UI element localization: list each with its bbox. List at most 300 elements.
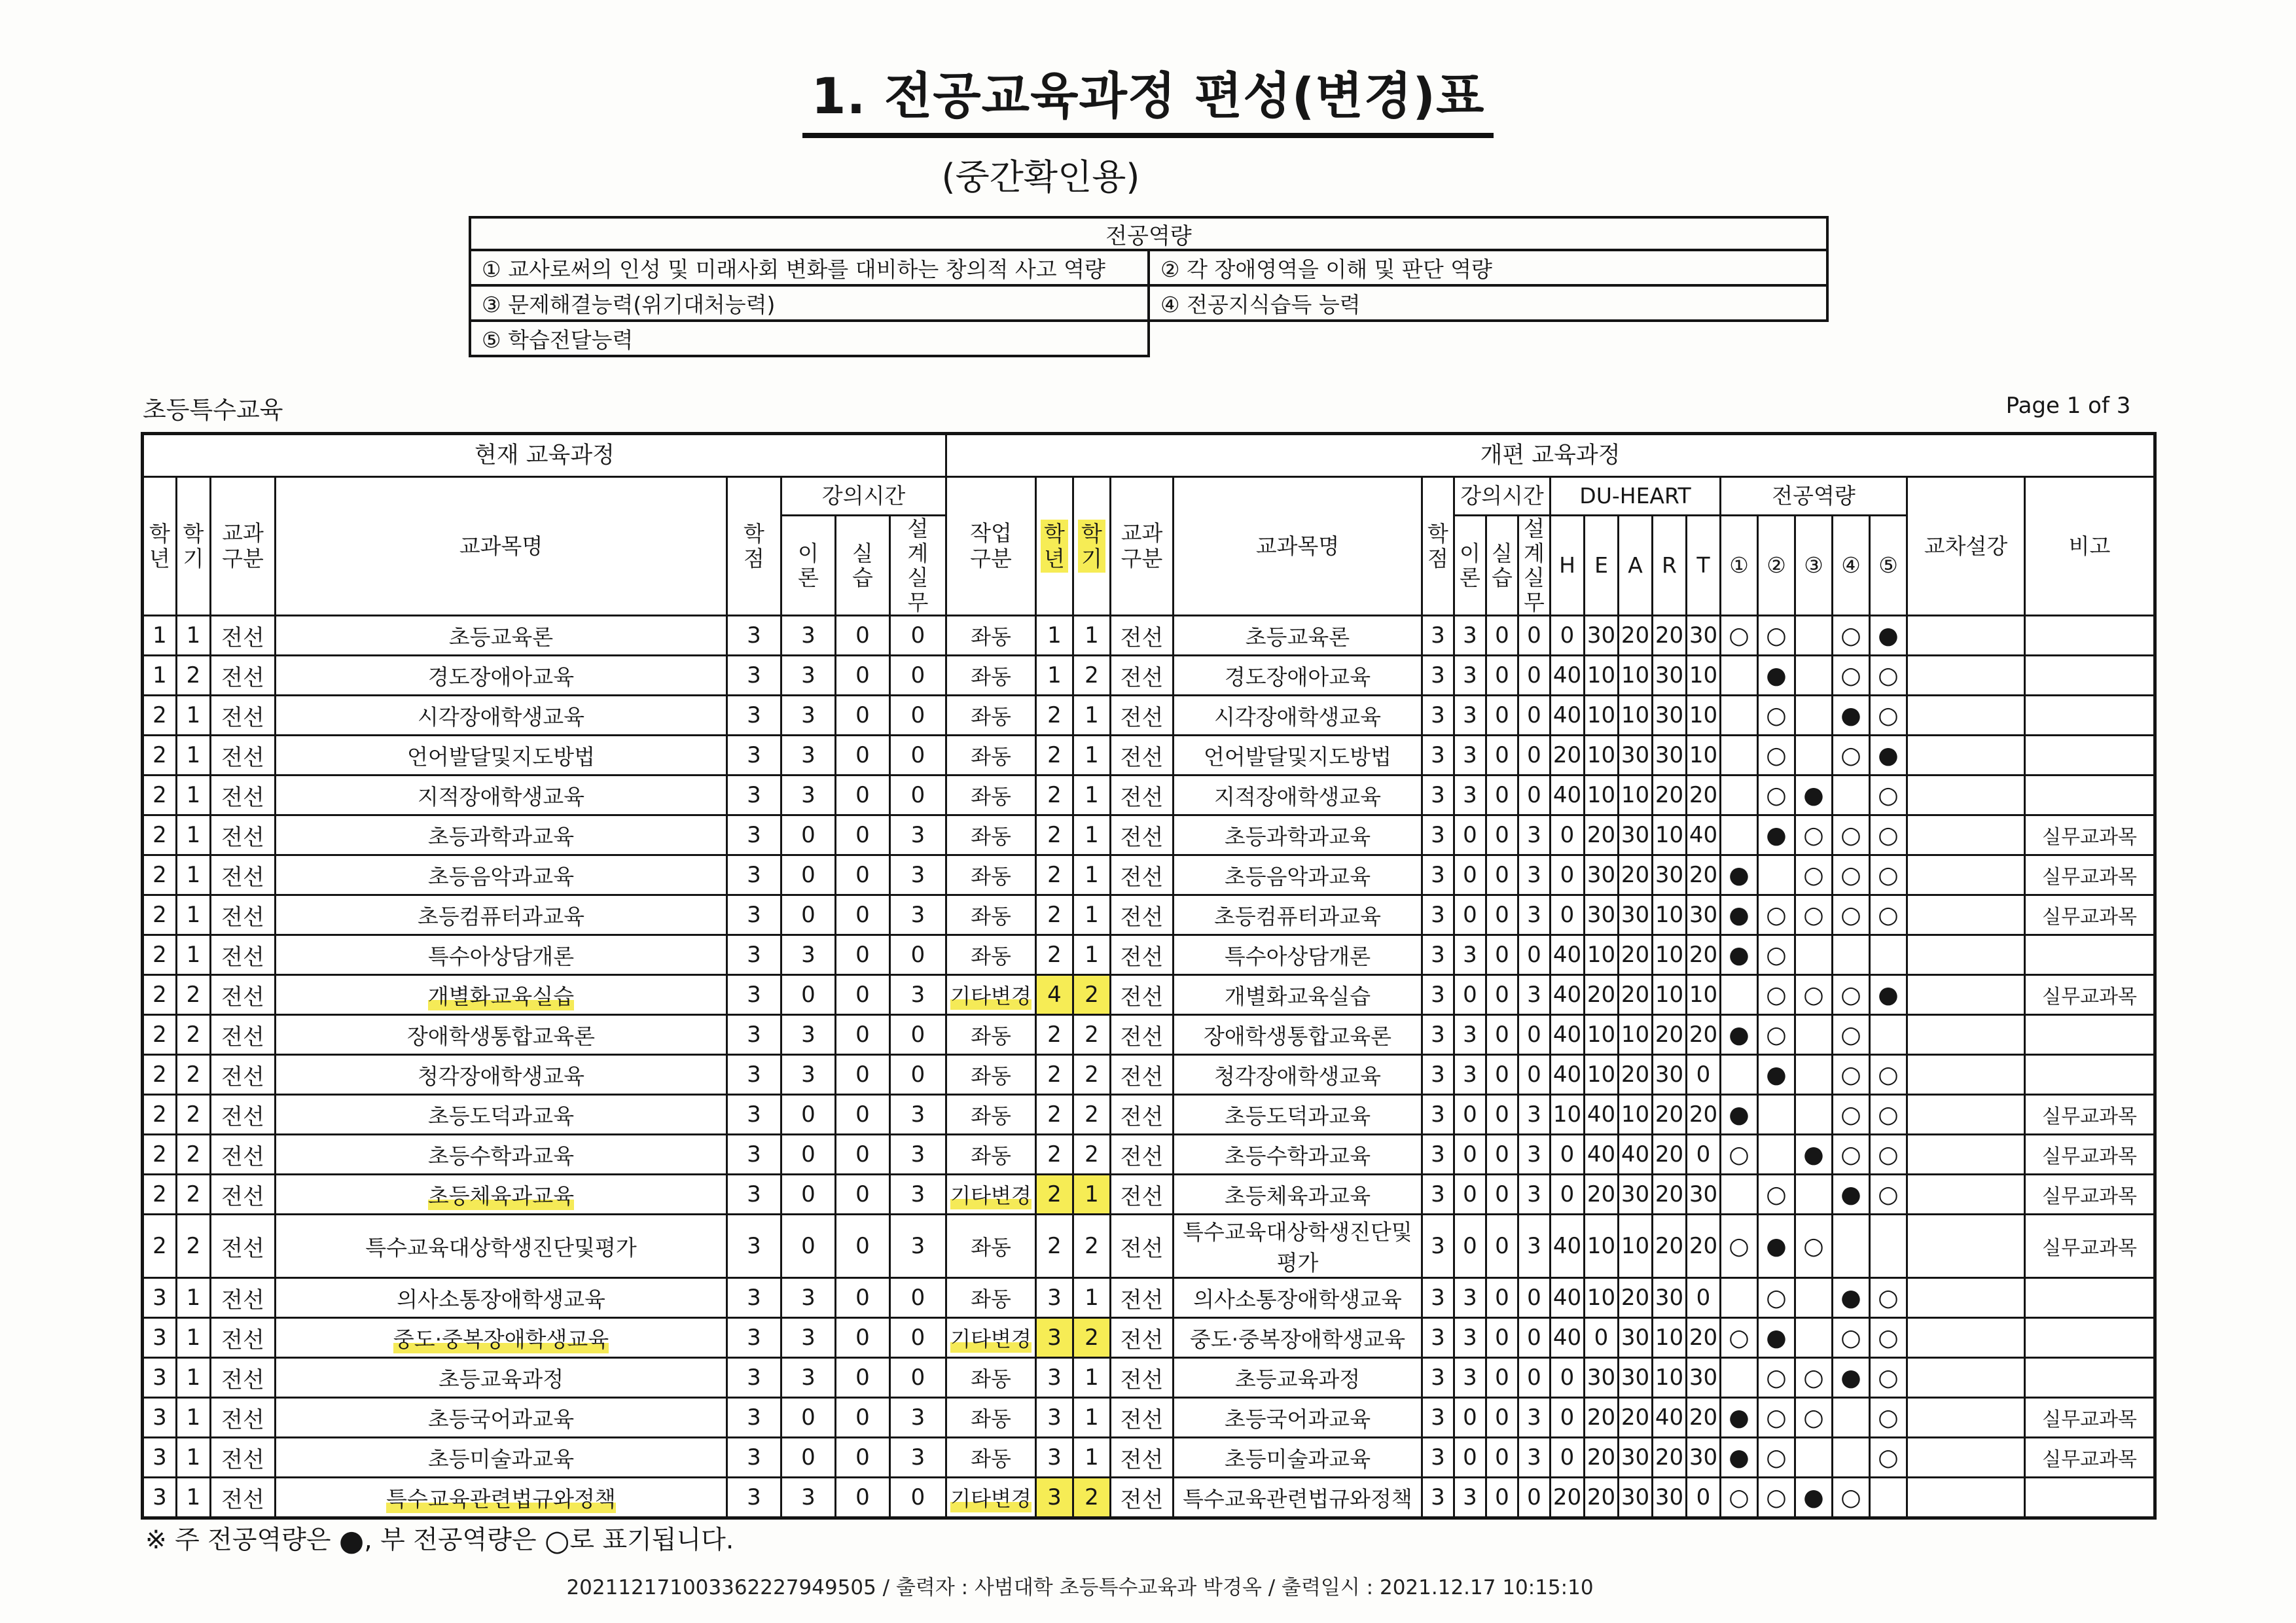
current-course-type-cell: 전선 bbox=[211, 1398, 276, 1438]
current-year-cell: 1 bbox=[143, 656, 177, 696]
current-credits-cell: 3 bbox=[727, 935, 781, 975]
col-header-design-practice bbox=[890, 516, 946, 616]
current-course-type-cell: 전선 bbox=[211, 736, 276, 776]
course-row bbox=[143, 1175, 2155, 1215]
work-type-text: 좌동 bbox=[971, 624, 1011, 650]
revised-semester-cell: 1 bbox=[1073, 1438, 1111, 1478]
revised-semester-cell: 1 bbox=[1073, 935, 1111, 975]
revised-course-name-text: 초등국어과교육 bbox=[1224, 1406, 1371, 1432]
competency-4-mark-cell: ○ bbox=[1833, 1135, 1870, 1175]
current-course-type-cell: 전선 bbox=[211, 616, 276, 656]
competency-4-mark-cell: ● bbox=[1833, 696, 1870, 736]
work-type-cell bbox=[946, 855, 1036, 895]
current-practice-hours-cell: 0 bbox=[836, 1318, 890, 1358]
revised-practice-hours-cell: 0 bbox=[1486, 1358, 1518, 1398]
course-row bbox=[143, 1438, 2155, 1478]
current-theory-hours-cell: 3 bbox=[781, 935, 836, 975]
current-year-cell: 3 bbox=[143, 1278, 177, 1318]
competency-1-mark-cell bbox=[1721, 1278, 1758, 1318]
current-credits-cell: 3 bbox=[727, 1318, 781, 1358]
col-header-label: 실습 bbox=[1492, 540, 1513, 591]
current-theory-hours-cell: 3 bbox=[781, 1015, 836, 1055]
du-heart-h-cell: 40 bbox=[1551, 935, 1585, 975]
revised-course-type-cell: 전선 bbox=[1111, 975, 1174, 1015]
revised-credits-cell: 3 bbox=[1422, 1135, 1454, 1175]
revised-design-hours-cell: 3 bbox=[1518, 1438, 1551, 1478]
revised-semester-cell: 1 bbox=[1073, 736, 1111, 776]
current-practice-hours-cell: 0 bbox=[836, 975, 890, 1015]
revised-year-cell: 2 bbox=[1036, 1095, 1073, 1135]
competency-item-4: ④ 전공지식습득 능력 bbox=[1147, 284, 1829, 322]
revised-design-hours-cell: 3 bbox=[1518, 895, 1551, 935]
revised-year-cell: 1 bbox=[1036, 616, 1073, 656]
competency-5-mark-cell: ○ bbox=[1870, 815, 1907, 855]
competency-1-mark-cell bbox=[1721, 736, 1758, 776]
revised-course-name-text: 지적장애학생교육 bbox=[1213, 783, 1382, 810]
revised-course-name-text: 초등체육과교육 bbox=[1224, 1183, 1371, 1209]
competency-1-mark-cell: ● bbox=[1721, 1398, 1758, 1438]
revised-practice-hours-cell: 0 bbox=[1486, 815, 1518, 855]
current-course-name-text: 경도장애아교육 bbox=[427, 664, 575, 690]
cross-listing-cell bbox=[1907, 1215, 2025, 1278]
du-heart-t-cell: 10 bbox=[1687, 736, 1721, 776]
current-theory-hours-cell: 3 bbox=[781, 1318, 836, 1358]
du-heart-e-cell: 30 bbox=[1585, 855, 1619, 895]
du-heart-e-cell: 10 bbox=[1585, 935, 1619, 975]
revised-semester-cell: 2 bbox=[1073, 1015, 1111, 1055]
du-heart-t-cell: 30 bbox=[1687, 1175, 1721, 1215]
current-course-name-cell bbox=[276, 1318, 727, 1358]
revised-course-name-cell bbox=[1174, 1135, 1422, 1175]
work-type-cell bbox=[946, 1478, 1036, 1518]
cross-listing-cell bbox=[1907, 1438, 2025, 1478]
note-cell: 실무교과목 bbox=[2025, 815, 2155, 855]
competency-3-mark-cell: ● bbox=[1795, 1478, 1833, 1518]
revised-practice-hours-cell: 0 bbox=[1486, 895, 1518, 935]
current-design-hours-cell: 3 bbox=[890, 975, 946, 1015]
competency-5-mark-cell bbox=[1870, 935, 1907, 975]
competency-3-mark-cell bbox=[1795, 656, 1833, 696]
current-course-name-text: 초등미술과교육 bbox=[427, 1446, 575, 1472]
revised-course-type-cell: 전선 bbox=[1111, 736, 1174, 776]
competency-row bbox=[469, 319, 1829, 357]
course-row bbox=[143, 1278, 2155, 1318]
current-semester-cell: 1 bbox=[177, 776, 211, 815]
col-header-H: H bbox=[1551, 516, 1585, 616]
work-type-text: 좌동 bbox=[971, 1446, 1011, 1472]
current-course-type-cell: 전선 bbox=[211, 1438, 276, 1478]
legend-text: 로 표기됩니다. bbox=[569, 1525, 734, 1555]
du-heart-t-cell: 0 bbox=[1687, 1135, 1721, 1175]
current-design-hours-cell: 0 bbox=[890, 1478, 946, 1518]
competency-3-mark-cell bbox=[1795, 736, 1833, 776]
current-course-name-text: 초등과학과교육 bbox=[427, 823, 575, 849]
revised-course-name-text: 초등교육과정 bbox=[1234, 1366, 1361, 1392]
current-credits-cell: 3 bbox=[727, 1055, 781, 1095]
current-practice-hours-cell: 0 bbox=[836, 1358, 890, 1398]
note-cell: 실무교과목 bbox=[2025, 855, 2155, 895]
work-type-cell bbox=[946, 1278, 1036, 1318]
legend-text: ※ 주 전공역량은 bbox=[145, 1525, 339, 1555]
revised-practice-hours-cell: 0 bbox=[1486, 1438, 1518, 1478]
revised-design-hours-cell: 3 bbox=[1518, 1215, 1551, 1278]
course-row bbox=[143, 1015, 2155, 1055]
work-type-text: 좌동 bbox=[971, 864, 1011, 889]
revised-theory-hours-cell: 3 bbox=[1454, 1478, 1486, 1518]
competency-5-mark-cell: ○ bbox=[1870, 1278, 1907, 1318]
revised-course-type-cell: 전선 bbox=[1111, 855, 1174, 895]
work-type-text: 좌동 bbox=[971, 1063, 1011, 1089]
competency-2-mark-cell: ○ bbox=[1758, 1175, 1795, 1215]
du-heart-t-cell: 20 bbox=[1687, 1398, 1721, 1438]
revised-course-name-text: 특수교육대상학생진단및평가 bbox=[1183, 1219, 1412, 1276]
revised-course-type-cell: 전선 bbox=[1111, 696, 1174, 736]
revised-course-type-cell: 전선 bbox=[1111, 1358, 1174, 1398]
revised-course-name-cell bbox=[1174, 736, 1422, 776]
col-header-competency-4: ④ bbox=[1833, 516, 1870, 616]
du-heart-a-cell: 20 bbox=[1619, 1398, 1653, 1438]
revised-practice-hours-cell: 0 bbox=[1486, 736, 1518, 776]
revised-course-name-cell bbox=[1174, 855, 1422, 895]
revised-theory-hours-cell: 0 bbox=[1454, 1215, 1486, 1278]
competency-item-3: ③ 문제해결능력(위기대처능력) bbox=[469, 284, 1150, 322]
competency-5-mark-cell: ○ bbox=[1870, 1095, 1907, 1135]
revised-year-cell: 3 bbox=[1036, 1278, 1073, 1318]
competency-2-mark-cell: ○ bbox=[1758, 1398, 1795, 1438]
revised-semester-cell: 2 bbox=[1073, 975, 1111, 1015]
current-course-type-cell: 전선 bbox=[211, 1278, 276, 1318]
revised-course-name-text: 경도장애아교육 bbox=[1224, 664, 1371, 690]
du-heart-r-cell: 10 bbox=[1653, 935, 1687, 975]
current-semester-cell: 2 bbox=[177, 1175, 211, 1215]
competency-1-mark-cell bbox=[1721, 1055, 1758, 1095]
current-semester-cell: 1 bbox=[177, 616, 211, 656]
course-row bbox=[143, 1358, 2155, 1398]
work-type-cell bbox=[946, 696, 1036, 736]
current-design-hours-cell: 0 bbox=[890, 1318, 946, 1358]
col-header-revised-course-type bbox=[1111, 477, 1174, 616]
revised-credits-cell: 3 bbox=[1422, 935, 1454, 975]
current-course-name-text: 초등도덕과교육 bbox=[427, 1103, 575, 1129]
cross-listing-cell bbox=[1907, 1358, 2025, 1398]
current-course-name-cell bbox=[276, 935, 727, 975]
current-course-name-cell bbox=[276, 656, 727, 696]
revised-practice-hours-cell: 0 bbox=[1486, 776, 1518, 815]
du-heart-r-cell: 20 bbox=[1653, 1215, 1687, 1278]
du-heart-r-cell: 10 bbox=[1653, 815, 1687, 855]
revised-course-name-text: 의사소통장애학생교육 bbox=[1193, 1286, 1402, 1312]
current-course-name-cell bbox=[276, 616, 727, 656]
competency-4-mark-cell bbox=[1833, 1398, 1870, 1438]
competency-2-mark-cell: ○ bbox=[1758, 616, 1795, 656]
cross-listing-cell bbox=[1907, 935, 2025, 975]
current-course-type-cell: 전선 bbox=[211, 1015, 276, 1055]
du-heart-e-cell: 20 bbox=[1585, 1438, 1619, 1478]
col-header-theory bbox=[1454, 516, 1486, 616]
du-heart-r-cell: 30 bbox=[1653, 736, 1687, 776]
revised-course-name-text: 초등미술과교육 bbox=[1224, 1446, 1371, 1472]
course-row bbox=[143, 696, 2155, 736]
competency-2-mark-cell: ○ bbox=[1758, 1278, 1795, 1318]
note-cell: 실무교과목 bbox=[2025, 1135, 2155, 1175]
current-practice-hours-cell: 0 bbox=[836, 815, 890, 855]
du-heart-t-cell: 30 bbox=[1687, 1358, 1721, 1398]
current-course-name-text: 청각장애학생교육 bbox=[417, 1063, 585, 1089]
col-header-label: 설계실무 bbox=[1524, 516, 1545, 615]
revised-practice-hours-cell: 0 bbox=[1486, 1095, 1518, 1135]
current-practice-hours-cell: 0 bbox=[836, 1095, 890, 1135]
revised-practice-hours-cell: 0 bbox=[1486, 1215, 1518, 1278]
revised-credits-cell: 3 bbox=[1422, 1215, 1454, 1278]
revised-course-name-text: 초등컴퓨터과교육 bbox=[1213, 903, 1382, 929]
work-type-text: 기타변경 bbox=[950, 1183, 1031, 1211]
revised-semester-cell: 2 bbox=[1073, 656, 1111, 696]
revised-course-name-cell bbox=[1174, 1055, 1422, 1095]
revised-course-type-cell: 전선 bbox=[1111, 1278, 1174, 1318]
revised-design-hours-cell: 3 bbox=[1518, 815, 1551, 855]
du-heart-r-cell: 20 bbox=[1653, 1438, 1687, 1478]
revised-credits-cell: 3 bbox=[1422, 1438, 1454, 1478]
revised-practice-hours-cell: 0 bbox=[1486, 935, 1518, 975]
current-credits-cell: 3 bbox=[727, 656, 781, 696]
du-heart-h-cell: 0 bbox=[1551, 1135, 1585, 1175]
note-cell: 실무교과목 bbox=[2025, 1215, 2155, 1278]
work-type-cell bbox=[946, 1318, 1036, 1358]
revised-year-cell: 2 bbox=[1036, 855, 1073, 895]
revised-theory-hours-cell: 3 bbox=[1454, 656, 1486, 696]
current-design-hours-cell: 3 bbox=[890, 1135, 946, 1175]
competency-5-mark-cell: ○ bbox=[1870, 1135, 1907, 1175]
du-heart-e-cell: 20 bbox=[1585, 1398, 1619, 1438]
current-design-hours-cell: 0 bbox=[890, 1055, 946, 1095]
revised-design-hours-cell: 3 bbox=[1518, 1175, 1551, 1215]
competency-2-mark-cell: ○ bbox=[1758, 895, 1795, 935]
work-type-text: 좌동 bbox=[971, 1287, 1011, 1312]
current-course-type-cell: 전선 bbox=[211, 975, 276, 1015]
current-credits-cell: 3 bbox=[727, 736, 781, 776]
current-semester-cell: 2 bbox=[177, 1215, 211, 1278]
revised-course-name-cell bbox=[1174, 815, 1422, 855]
course-row bbox=[143, 736, 2155, 776]
col-header-current-semester bbox=[177, 477, 211, 616]
revised-course-name-text: 초등도덕과교육 bbox=[1224, 1103, 1371, 1129]
col-header-competency-5: ⑤ bbox=[1870, 516, 1907, 616]
course-row bbox=[143, 975, 2155, 1015]
competency-1-mark-cell bbox=[1721, 776, 1758, 815]
competency-item-1: ① 교사로써의 인성 및 미래사회 변화를 대비하는 창의적 사고 역량 bbox=[469, 249, 1150, 287]
competency-1-mark-cell bbox=[1721, 975, 1758, 1015]
revised-year-cell: 1 bbox=[1036, 656, 1073, 696]
revised-credits-cell: 3 bbox=[1422, 1175, 1454, 1215]
note-cell: 실무교과목 bbox=[2025, 1398, 2155, 1438]
col-header-label: 이론 bbox=[798, 540, 819, 591]
revised-semester-cell: 1 bbox=[1073, 616, 1111, 656]
col-header-revised-semester bbox=[1073, 477, 1111, 616]
current-credits-cell: 3 bbox=[727, 895, 781, 935]
cross-listing-cell bbox=[1907, 656, 2025, 696]
revised-course-name-text: 초등음악과교육 bbox=[1224, 863, 1371, 889]
current-semester-cell: 1 bbox=[177, 1398, 211, 1438]
revised-design-hours-cell: 3 bbox=[1518, 1135, 1551, 1175]
work-type-text: 좌동 bbox=[971, 824, 1011, 849]
revised-course-type-cell: 전선 bbox=[1111, 616, 1174, 656]
du-heart-t-cell: 20 bbox=[1687, 1015, 1721, 1055]
competency-4-mark-cell: ● bbox=[1833, 1358, 1870, 1398]
competency-1-mark-cell bbox=[1721, 1175, 1758, 1215]
revised-practice-hours-cell: 0 bbox=[1486, 855, 1518, 895]
du-heart-e-cell: 10 bbox=[1585, 696, 1619, 736]
current-semester-cell: 1 bbox=[177, 815, 211, 855]
note-cell: 실무교과목 bbox=[2025, 1175, 2155, 1215]
competency-5-mark-cell: ● bbox=[1870, 616, 1907, 656]
current-course-type-cell: 전선 bbox=[211, 776, 276, 815]
current-year-cell: 2 bbox=[143, 696, 177, 736]
current-design-hours-cell: 3 bbox=[890, 1438, 946, 1478]
current-credits-cell: 3 bbox=[727, 1095, 781, 1135]
legend-note bbox=[145, 1520, 734, 1558]
du-heart-e-cell: 20 bbox=[1585, 815, 1619, 855]
revised-course-name-text: 개별화교육실습 bbox=[1224, 983, 1371, 1009]
competency-5-mark-cell: ○ bbox=[1870, 895, 1907, 935]
current-course-name-cell bbox=[276, 776, 727, 815]
work-type-text: 기타변경 bbox=[950, 984, 1031, 1011]
competency-4-mark-cell: ○ bbox=[1833, 1478, 1870, 1518]
col-header-revised-year bbox=[1036, 477, 1073, 616]
revised-design-hours-cell: 0 bbox=[1518, 1278, 1551, 1318]
revised-semester-cell: 1 bbox=[1073, 1398, 1111, 1438]
current-course-type-cell: 전선 bbox=[211, 656, 276, 696]
current-practice-hours-cell: 0 bbox=[836, 616, 890, 656]
revised-theory-hours-cell: 0 bbox=[1454, 855, 1486, 895]
current-practice-hours-cell: 0 bbox=[836, 656, 890, 696]
work-type-cell bbox=[946, 815, 1036, 855]
work-type-text: 좌동 bbox=[971, 664, 1011, 690]
current-credits-cell: 3 bbox=[727, 776, 781, 815]
col-header-practice bbox=[1486, 516, 1518, 616]
revised-theory-hours-cell: 3 bbox=[1454, 1055, 1486, 1095]
revised-theory-hours-cell: 0 bbox=[1454, 1095, 1486, 1135]
competency-row bbox=[469, 249, 1829, 287]
du-heart-a-cell: 30 bbox=[1619, 815, 1653, 855]
course-row bbox=[143, 1478, 2155, 1518]
current-course-name-cell bbox=[276, 1215, 727, 1278]
du-heart-h-cell: 40 bbox=[1551, 975, 1585, 1015]
du-heart-a-cell: 10 bbox=[1619, 696, 1653, 736]
current-course-name-text: 중도·중복장애학생교육 bbox=[393, 1327, 609, 1355]
col-header-R: R bbox=[1653, 516, 1687, 616]
revised-design-hours-cell: 0 bbox=[1518, 1055, 1551, 1095]
cross-listing-cell bbox=[1907, 616, 2025, 656]
du-heart-e-cell: 10 bbox=[1585, 656, 1619, 696]
work-type-text: 좌동 bbox=[971, 1366, 1011, 1392]
current-design-hours-cell: 3 bbox=[890, 1215, 946, 1278]
competency-5-mark-cell: ○ bbox=[1870, 1318, 1907, 1358]
du-heart-e-cell: 30 bbox=[1585, 895, 1619, 935]
du-heart-r-cell: 30 bbox=[1653, 696, 1687, 736]
competency-1-mark-cell: ● bbox=[1721, 1095, 1758, 1135]
current-course-type-cell: 전선 bbox=[211, 696, 276, 736]
revised-theory-hours-cell: 3 bbox=[1454, 1278, 1486, 1318]
du-heart-r-cell: 10 bbox=[1653, 1358, 1687, 1398]
revised-year-cell: 2 bbox=[1036, 1135, 1073, 1175]
current-course-name-cell bbox=[276, 696, 727, 736]
competency-3-mark-cell bbox=[1795, 1055, 1833, 1095]
competency-3-mark-cell: ● bbox=[1795, 776, 1833, 815]
current-course-type-cell: 전선 bbox=[211, 1175, 276, 1215]
current-design-hours-cell: 0 bbox=[890, 935, 946, 975]
revised-course-type-cell: 전선 bbox=[1111, 935, 1174, 975]
revised-year-cell: 2 bbox=[1036, 1055, 1073, 1095]
revised-course-type-cell: 전선 bbox=[1111, 1215, 1174, 1278]
du-heart-r-cell: 30 bbox=[1653, 855, 1687, 895]
du-heart-h-cell: 0 bbox=[1551, 855, 1585, 895]
du-heart-h-cell: 20 bbox=[1551, 1478, 1585, 1518]
course-row bbox=[143, 815, 2155, 855]
col-header-label: 학기 bbox=[183, 521, 204, 571]
competency-4-mark-cell: ○ bbox=[1833, 895, 1870, 935]
current-course-type-cell: 전선 bbox=[211, 1055, 276, 1095]
revised-course-type-cell: 전선 bbox=[1111, 1015, 1174, 1055]
competency-2-mark-cell bbox=[1758, 1095, 1795, 1135]
competency-3-mark-cell: ○ bbox=[1795, 815, 1833, 855]
competency-2-mark-cell: ○ bbox=[1758, 776, 1795, 815]
competency-2-mark-cell: ○ bbox=[1758, 696, 1795, 736]
du-heart-r-cell: 20 bbox=[1653, 616, 1687, 656]
current-theory-hours-cell: 0 bbox=[781, 975, 836, 1015]
du-heart-t-cell: 30 bbox=[1687, 895, 1721, 935]
current-semester-cell: 1 bbox=[177, 1278, 211, 1318]
revised-year-cell: 2 bbox=[1036, 1015, 1073, 1055]
note-cell bbox=[2025, 1278, 2155, 1318]
note-cell: 실무교과목 bbox=[2025, 895, 2155, 935]
current-practice-hours-cell: 0 bbox=[836, 935, 890, 975]
competency-4-mark-cell: ○ bbox=[1833, 656, 1870, 696]
col-header-label: 학점 bbox=[1427, 521, 1448, 571]
competency-2-mark-cell: ● bbox=[1758, 1318, 1795, 1358]
current-course-name-cell bbox=[276, 1015, 727, 1055]
competency-1-mark-cell: ○ bbox=[1721, 1318, 1758, 1358]
current-course-name-cell bbox=[276, 815, 727, 855]
current-theory-hours-cell: 3 bbox=[781, 1358, 836, 1398]
revised-design-hours-cell: 3 bbox=[1518, 1398, 1551, 1438]
revised-course-name-text: 초등과학과교육 bbox=[1224, 823, 1371, 849]
current-design-hours-cell: 3 bbox=[890, 815, 946, 855]
revised-course-name-cell bbox=[1174, 1278, 1422, 1318]
current-semester-cell: 2 bbox=[177, 975, 211, 1015]
revised-design-hours-cell: 0 bbox=[1518, 656, 1551, 696]
current-semester-cell: 1 bbox=[177, 935, 211, 975]
revised-design-hours-cell: 3 bbox=[1518, 1095, 1551, 1135]
du-heart-t-cell: 30 bbox=[1687, 1438, 1721, 1478]
du-heart-a-cell: 30 bbox=[1619, 1318, 1653, 1358]
note-cell bbox=[2025, 1358, 2155, 1398]
current-practice-hours-cell: 0 bbox=[836, 736, 890, 776]
current-year-cell: 2 bbox=[143, 776, 177, 815]
competency-1-mark-cell: ○ bbox=[1721, 616, 1758, 656]
current-course-name-text: 초등컴퓨터과교육 bbox=[417, 903, 585, 929]
revised-course-name-cell bbox=[1174, 975, 1422, 1015]
revised-theory-hours-cell: 3 bbox=[1454, 1015, 1486, 1055]
revised-credits-cell: 3 bbox=[1422, 1478, 1454, 1518]
du-heart-e-cell: 40 bbox=[1585, 1095, 1619, 1135]
cross-listing-cell bbox=[1907, 1095, 2025, 1135]
revised-course-type-cell: 전선 bbox=[1111, 656, 1174, 696]
revised-course-name-cell bbox=[1174, 1095, 1422, 1135]
col-header-label: 실습 bbox=[852, 540, 873, 591]
revised-practice-hours-cell: 0 bbox=[1486, 1135, 1518, 1175]
current-year-cell: 2 bbox=[143, 855, 177, 895]
competency-3-mark-cell bbox=[1795, 935, 1833, 975]
